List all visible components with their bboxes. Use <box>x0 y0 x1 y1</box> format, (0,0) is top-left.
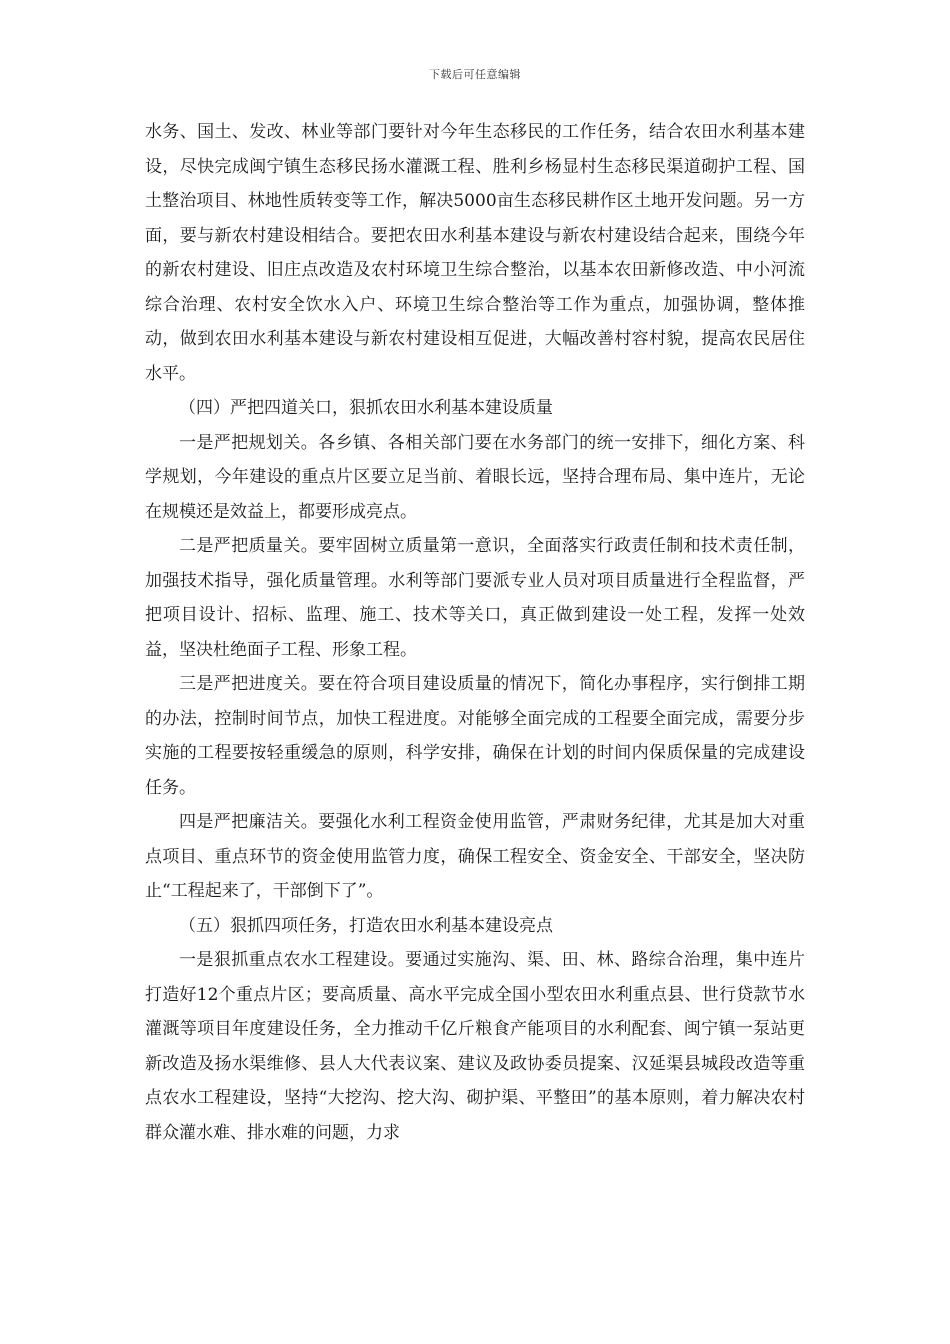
document-body <box>145 115 805 1150</box>
paragraph-continuation: 水务、国土、发改、林业等部门要针对今年生态移民的工作任务，结合农田水利基本建设，尽快完成闽宁镇生态移民扬水灌溉工程、胜利乡杨显村生态移民渠道砌护工程、国土整治项目、林地性质转变等工作，解决5000亩生态移民耕作区土地开发问题。另一方面，要与新农村建设相结合。要把农田水利基本建设与新农村建设结合起来，围绕今年的新农村建设、旧庄点改造及农村环境卫生综合整治，以基本农田新修改造、中小河流综合治理、农村安全饮水入户、环境卫生综合整治等工作为重点，加强协调，整体推动，做到农田水利基本建设与新农村建设相互促进，大幅改善村容村貌，提高农民居住水平。 <box>145 122 805 384</box>
paragraph-planning: 一是严把规划关。各乡镇、各相关部门要在水务部门的统一安排下，细化方案、科学规划，今年建设的重点片区要立足当前、着眼长远，坚持合理布局、集中连片，无论在规模还是效益上，都要形成亮点。 <box>145 432 805 522</box>
paragraph-quality: 二是严把质量关。要牢固树立质量第一意识，全面落实行政责任制和技术责任制，加强技术指导，强化质量管理。水利等部门要派专业人员对项目质量进行全程监督，严把项目设计、招标、监理、施工、技术等关口，真正做到建设一处工程，发挥一处效益，坚决杜绝面子工程、形象工程。 <box>145 536 805 660</box>
section-heading-5: （五）狠抓四项任务，打造农田水利基本建设亮点 <box>179 915 553 936</box>
paragraph-key-projects: 一是狠抓重点农水工程建设。要通过实施沟、渠、田、林、路综合治理，集中连片打造好12个重点片区；要高质量、高水平完成全国小型农田水利重点县、世行贷款节水灌溉等项目年度建设任务，全力推动千亿斤粮食产能项目的水利配套、闽宁镇一泵站更新改造及扬水渠维修、县人大代表议案、建议及政协委员提案、汉延渠县城段改造等重点农水工程建设，坚持“大挖沟、挖大沟、砌护渠、平整田”的基本原则，着力解决农村群众灌水难、排水难的问题，力求 <box>145 950 805 1143</box>
section-heading-4: （四）严把四道关口，狠抓农田水利基本建设质量 <box>179 398 553 418</box>
page-header: 下载后可任意编辑 <box>429 68 521 81</box>
paragraph-integrity: 四是严把廉洁关。要强化水利工程资金使用监管，严肃财务纪律，尤其是加大对重点项目、重点环节的资金使用监管力度，确保工程安全、资金安全、干部安全，坚决防止“工程起来了，干部倒下了”。 <box>145 812 805 901</box>
paragraph-progress: 三是严把进度关。要在符合项目建设质量的情况下，简化办事程序，实行倒排工期的办法，控制时间节点，加快工程进度。对能够全面完成的工程要全面完成，需要分步实施的工程要按轻重缓急的原则，科学安排，确保在计划的时间内保质保量的完成建设任务。 <box>145 674 805 798</box>
